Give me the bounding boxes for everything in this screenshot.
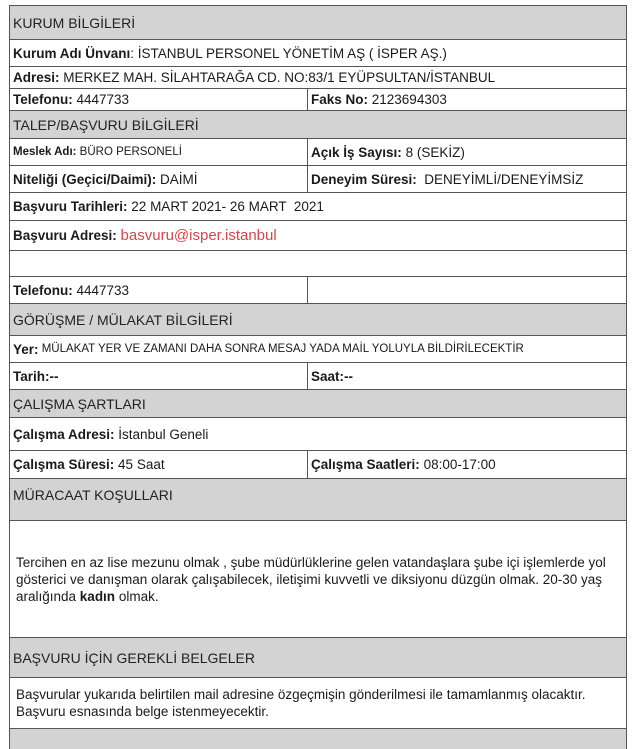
row-telefon-faks [10, 89, 626, 111]
row-nitelik-deneyim [10, 166, 626, 193]
basvuru-adresi-field [10, 221, 626, 250]
paragraph-bold-text: kadın [79, 588, 116, 604]
section-title: MÜRACAAT KOŞULLARI [13, 487, 173, 503]
field-value: İstanbul Geneli [114, 426, 209, 442]
field-label: Saat:-- [311, 368, 354, 384]
section-title: TALEP/BAŞVURU BİLGİLERİ [13, 116, 199, 133]
empty-cell [10, 729, 626, 749]
field-value: 8 (SEKİZ) [401, 144, 465, 160]
adres-field [10, 67, 626, 88]
section-header-kurum [10, 6, 626, 40]
email-link[interactable]: basvuru@isper.istanbul [120, 227, 277, 244]
section-header-cutoff [10, 729, 626, 749]
field-label: Çalışma Saatleri: [311, 457, 420, 472]
paragraph-text: olmak. [115, 588, 159, 604]
field-label: Niteliği (Geçici/Daimi): [13, 171, 157, 187]
field-value: 4447733 [72, 92, 130, 107]
saat-field [308, 363, 626, 389]
yer-field [10, 336, 626, 362]
field-value: DENEYİMLİ/DENEYİMSİZ [416, 171, 584, 187]
field-label: Telefonu: [13, 92, 73, 107]
section-title: BAŞVURU İÇİN GEREKLİ BELGELER [13, 649, 255, 666]
row-basvuru-tarihleri [10, 193, 626, 221]
section-header-belgeler [10, 638, 626, 678]
row-yer [10, 336, 626, 363]
field-label: Başvuru Adresi: [13, 228, 117, 243]
deneyim-field [308, 166, 626, 192]
section-title: ÇALIŞMA ŞARTLARI [13, 395, 146, 412]
field-label: Başvuru Tarihleri: [13, 199, 128, 214]
row-kurum-adi [10, 40, 626, 67]
field-value: 08:00-17:00 [419, 457, 496, 472]
field-label: Yer: [13, 341, 39, 357]
field-label: Çalışma Adresi: [13, 426, 115, 442]
field-value: : İSTANBUL PERSONEL YÖNETİM AŞ ( İSPER AŞ.) [130, 45, 447, 61]
field-label: Faks No: [311, 92, 369, 107]
row-belgeler-text [10, 678, 626, 729]
faks-field [308, 89, 626, 110]
section-header-calisma [10, 390, 626, 418]
field-value: MERKEZ MAH. SİLAHTARAĞA CD. NO:83/1 EYÜPSULTAN/İSTANBUL [59, 70, 496, 85]
row-basvuru-adresi [10, 221, 626, 251]
field-label: Deneyim Süresi: [311, 171, 417, 187]
field-value: 2123694303 [368, 92, 447, 107]
field-label: Meslek Adı: [13, 146, 77, 158]
section-title: KURUM BİLGİLERİ [13, 14, 136, 31]
section-header-talep [10, 111, 626, 139]
row-calisma-adresi [10, 418, 626, 451]
field-label: Çalışma Süresi: [13, 457, 115, 472]
row-tarih-saat [10, 363, 626, 390]
paragraph-text: Tercihen en az lise mezunu olmak , şube müdürlüklerine gelen vatandaşlara şube içi işlemlerde yol göstericі ve danışman olarak çalışabilecek, iletişimi kuvvetli ve diksiyonu düzgün olmak. 20-30 yaş aralığında [16, 554, 606, 604]
field-label: Telefonu: [13, 282, 73, 298]
field-value: 22 MART 2021- 26 MART 2021 [127, 199, 324, 214]
row-talep-telefon [10, 277, 626, 304]
telefon-field [10, 277, 308, 303]
section-header-muracaat [10, 479, 626, 521]
nitelik-field [10, 166, 308, 192]
calisma-saatleri-field [308, 451, 626, 478]
calisma-suresi-field [10, 451, 308, 478]
row-adres [10, 67, 626, 89]
telefon-field [10, 89, 308, 110]
belgeler-paragraph-wrap [10, 678, 626, 728]
field-value: BÜRO PERSONELİ [76, 146, 182, 158]
row-calisma-sure-saat [10, 451, 626, 479]
field-value: 4447733 [72, 282, 130, 298]
calisma-adresi-field [10, 418, 626, 450]
row-empty [10, 251, 626, 277]
tarih-field [10, 363, 308, 389]
muracaat-paragraph-wrap [10, 521, 626, 637]
muracaat-paragraph [13, 551, 623, 608]
field-value: 45 Saat [114, 457, 165, 472]
basvuru-tarihleri-field [10, 193, 626, 220]
meslek-field [10, 139, 308, 165]
field-value: DAİMİ [156, 171, 198, 187]
kurum-adi-field [10, 40, 626, 66]
row-muracaat-text [10, 521, 626, 638]
section-header-gorusme [10, 304, 626, 336]
field-label: Kurum Adı Ünvanı [13, 45, 131, 61]
field-value: MÜLAKAT YER VE ZAMANI DAHA SONRA MESAJ YADA MAİL YOLUYLA BİLDİRİLECEKTİR [38, 343, 524, 355]
acik-is-field [308, 139, 626, 165]
field-label: Adresi: [13, 70, 60, 85]
section-title: GÖRÜŞME / MÜLAKAT BİLGİLERİ [13, 311, 233, 328]
field-label: Açık İş Sayısı: [311, 144, 402, 160]
empty-cell [10, 251, 626, 276]
field-label: Tarih:-- [13, 368, 59, 384]
job-posting-form-table [9, 5, 627, 749]
empty-cell [308, 277, 626, 303]
row-meslek-acik-is [10, 139, 626, 166]
belgeler-paragraph: Başvurular yukarıda belirtilen mail adresine özgeçmişin gönderilmesi ile tamamlanmış olacaktır. Başvuru esnasında belge istenmeyecektir. [16, 687, 586, 719]
